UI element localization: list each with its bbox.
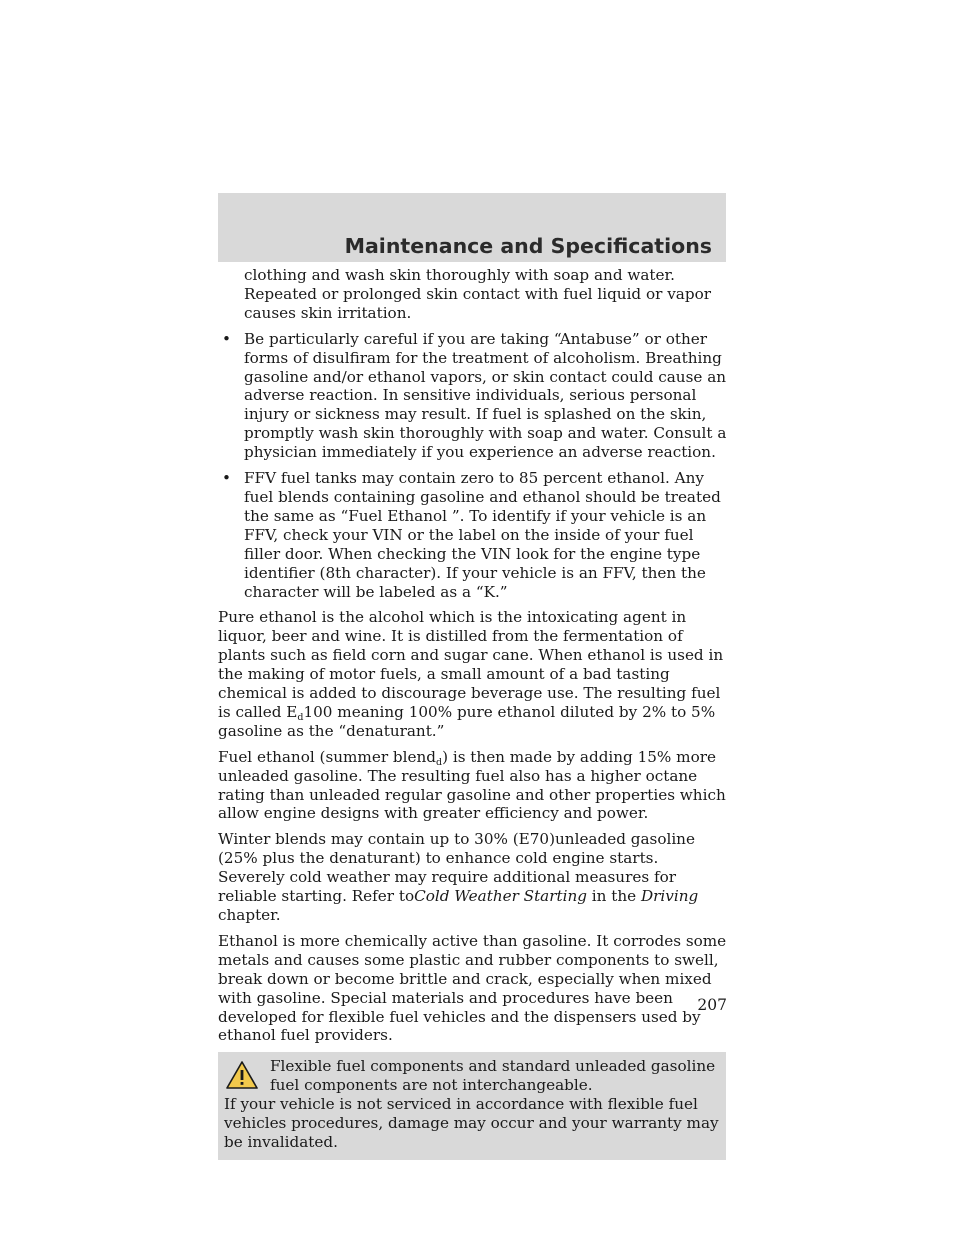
subscript: d — [435, 756, 443, 768]
bullet-item-ffv-tanks — [218, 469, 728, 601]
bullet-text: Be particularly careful if you are taking “Antabuse” or other forms of disulfiram for the treatment of alcoholism. Breathing gasoline and/or ethanol vapors, or skin contact could cause an adverse reaction. In sensitive individuals, serious personal injury or sickness may result. If fuel is splashed on the skin, promptly wash skin thoroughly with soap and water. Consult a physician immediately if you experience an adverse reaction. — [244, 329, 727, 462]
warning-triangle-icon — [225, 1060, 259, 1090]
page-content — [218, 266, 728, 1160]
text-run: 100 meaning 100% pure ethanol diluted by 2% to 5% gasoline as the “denaturant.” — [218, 702, 716, 740]
text-run: in the — [591, 887, 637, 906]
bullet-item-antabuse — [218, 330, 728, 462]
paragraph-chemical-activity: Ethanol is more chemically active than gasoline. It corrodes some metals and causes some plastic and rubber components to swell, break down or become brittle and crack, especially when mixed with gasoline. Special materials and procedures have been developed for flexible fuel vehicles and the dispensers used by ethanol fuel providers. — [218, 931, 727, 1045]
cross-reference-cold-weather: Cold Weather Starting — [414, 887, 587, 906]
paragraph-summer-blend — [218, 748, 728, 824]
chapter-header-band — [218, 193, 726, 262]
warning-text-first: Flexible fuel components and standard unleaded gasoline fuel components are not interchangeable. — [270, 1057, 716, 1095]
cross-reference-driving: Driving — [640, 887, 699, 906]
bullet-symbol: • — [222, 329, 231, 348]
paragraph-pure-ethanol — [218, 608, 728, 740]
text-run: chapter. — [218, 906, 281, 924]
chapter-title: Maintenance and Specifications — [344, 234, 712, 258]
text-run: Pure ethanol is the alcohol which is the intoxicating agent in liquor, beer and wine. It is distilled from the fermentation of plants such as field corn and sugar cane. When ethanol is used in the making of motor fuels, a small amount of a bad tasting chemical is added to discourage beverage use. The resulting fuel is called E — [218, 608, 724, 721]
warning-box — [218, 1052, 726, 1160]
text-run: Winter blends may contain up to 30% (E70)unleaded gasoline (25% plus the denaturant) to enhance cold engine starts. Severely cold weather may require additional measures for reliable starting. Refer to — [218, 830, 695, 906]
page-number: 207 — [697, 996, 727, 1014]
subscript: d — [297, 711, 304, 723]
warning-text-rest: If your vehicle is not serviced in accordance with flexible fuel vehicles procedures, damage may occur and your warranty may be invalidated. — [224, 1095, 719, 1151]
continuation-paragraph: clothing and wash skin thoroughly with soap and water. Repeated or prolonged skin contact with fuel liquid or vapor causes skin irritation. — [244, 266, 711, 322]
bullet-symbol: • — [222, 469, 231, 488]
text-run: ) is then made by adding 15% more unleaded gasoline. The resulting fuel also has a higher octane rating than unleaded regular gasoline and other properties which allow engine designs with greater efficiency and power. — [218, 747, 726, 823]
text-run: Fuel ethanol (summer blend — [218, 747, 436, 766]
bullet-text: FFV fuel tanks may contain zero to 85 percent ethanol. Any fuel blends containing gasoline and ethanol should be treated the same as “Fuel Ethanol ”. To identify if your vehicle is an FFV, check your VIN or the label on the inside of your fuel filler door. When checking the VIN look for the engine type identifier (8th character). If your vehicle is an FFV, then the character will be labeled as a “K.” — [244, 469, 721, 601]
paragraph-winter-blends — [218, 830, 728, 925]
